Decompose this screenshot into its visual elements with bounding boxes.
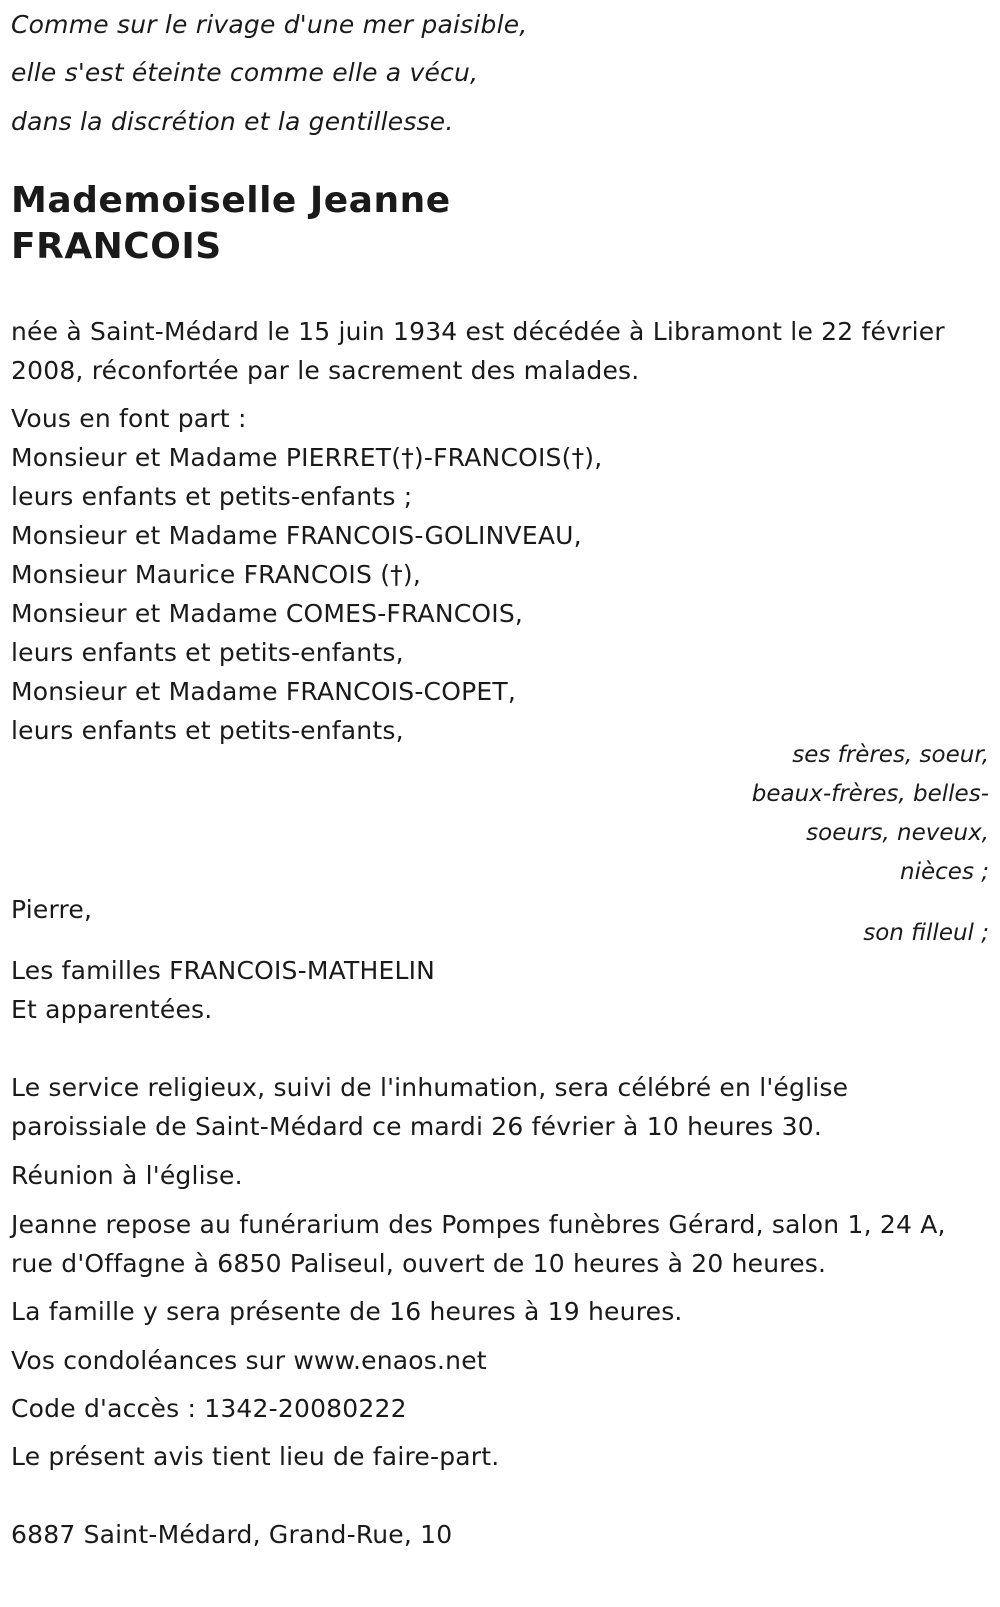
service-line-1: Le service religieux, suivi de l'inhumation, sera célébré en l'église [11, 1073, 849, 1102]
funeral-home-line-2: rue d'Offagne à 6850 Paliseul, ouvert de 10 heures à 20 heures. [11, 1249, 827, 1278]
access-code: Code d'accès : 1342-20080222 [11, 1394, 407, 1423]
announcer-line: Monsieur et Madame PIERRET(†)-FRANCOIS(†), [11, 443, 603, 472]
relation-line: beaux-frères, belles- [751, 781, 989, 807]
epigraph-line-1: Comme sur le rivage d'une mer paisible, [11, 10, 528, 39]
announcer-line: Monsieur Maurice FRANCOIS (†), [11, 560, 421, 589]
deceased-name-line-2: FRANCOIS [11, 226, 222, 267]
birth-death-line-1: née à Saint-Médard le 15 juin 1934 est décédée à Libramont le 22 février [11, 317, 945, 346]
family-presence: La famille y sera présente de 16 heures à 19 heures. [11, 1297, 683, 1326]
godson-relation: son filleul ; [863, 920, 989, 946]
announcer-line: Monsieur et Madame COMES-FRANCOIS, [11, 599, 524, 628]
address: 6887 Saint-Médard, Grand-Rue, 10 [11, 1520, 453, 1549]
birth-death-line-2: 2008, réconfortée par le sacrement des malades. [11, 356, 640, 385]
godson-name: Pierre, [11, 895, 93, 924]
relation-line: soeurs, neveux, [806, 820, 989, 846]
funeral-home-line-1: Jeanne repose au funérarium des Pompes funèbres Gérard, salon 1, 24 A, [11, 1210, 946, 1239]
relation-line: nièces ; [900, 859, 989, 885]
epigraph-line-2: elle s'est éteinte comme elle a vécu, [11, 58, 479, 87]
announcer-line: Monsieur et Madame FRANCOIS-COPET, [11, 677, 516, 706]
announcer-line: leurs enfants et petits-enfants, [11, 638, 404, 667]
announcers-intro: Vous en font part : [11, 404, 247, 433]
notice-statement: Le présent avis tient lieu de faire-part. [11, 1442, 500, 1471]
announcer-line: Monsieur et Madame FRANCOIS-GOLINVEAU, [11, 521, 582, 550]
meeting-info: Réunion à l'église. [11, 1161, 243, 1190]
announcer-line: leurs enfants et petits-enfants, [11, 716, 404, 745]
deceased-name-line-1: Mademoiselle Jeanne [11, 180, 451, 221]
announcer-line: leurs enfants et petits-enfants ; [11, 482, 413, 511]
relation-line: ses frères, soeur, [792, 742, 989, 768]
service-line-2: paroissiale de Saint-Médard ce mardi 26 février à 10 heures 30. [11, 1112, 822, 1141]
epigraph-line-3: dans la discrétion et la gentillesse. [11, 107, 454, 136]
families-line-1: Les familles FRANCOIS-MATHELIN [11, 956, 436, 985]
condolences-info: Vos condoléances sur www.enaos.net [11, 1346, 487, 1375]
families-line-2: Et apparentées. [11, 995, 213, 1024]
